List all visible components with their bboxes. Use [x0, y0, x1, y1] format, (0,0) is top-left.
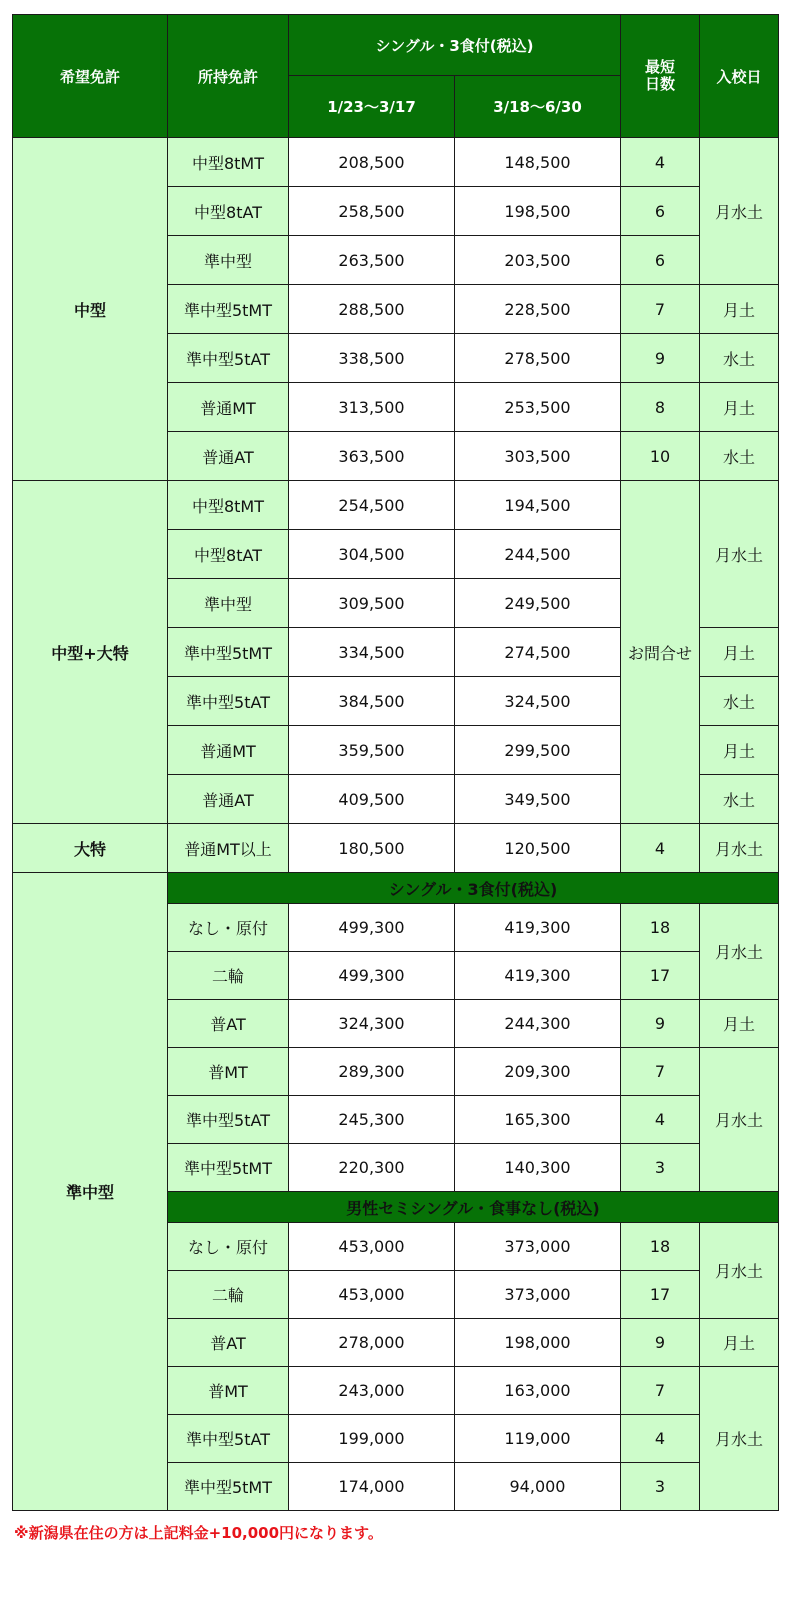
header-min-days [621, 15, 700, 138]
min-days: 18 [621, 1223, 700, 1271]
price-period-2: 253,500 [455, 383, 621, 432]
min-days: 9 [621, 334, 700, 383]
price-period-1: 359,500 [289, 726, 455, 775]
table-row [13, 138, 779, 187]
table-row [13, 481, 779, 530]
license-cell: 普通MT以上 [168, 824, 289, 873]
price-period-2: 148,500 [455, 138, 621, 187]
price-period-2: 119,000 [455, 1415, 621, 1463]
entry-days: 月水土 [700, 1223, 779, 1319]
min-days: 4 [621, 824, 700, 873]
min-days: 18 [621, 904, 700, 952]
category-chugata-daitoku: 中型+大特 [13, 481, 168, 824]
min-days: 6 [621, 187, 700, 236]
price-period-2: 163,000 [455, 1367, 621, 1415]
price-period-1: 289,300 [289, 1048, 455, 1096]
price-period-1: 409,500 [289, 775, 455, 824]
price-period-2: 209,300 [455, 1048, 621, 1096]
price-period-1: 208,500 [289, 138, 455, 187]
license-cell: 準中型5tMT [168, 1144, 289, 1192]
min-days: 9 [621, 1319, 700, 1367]
entry-days: 水土 [700, 775, 779, 824]
price-period-2: 140,300 [455, 1144, 621, 1192]
price-period-1: 313,500 [289, 383, 455, 432]
min-days: 8 [621, 383, 700, 432]
price-period-1: 453,000 [289, 1271, 455, 1319]
license-cell: 普MT [168, 1048, 289, 1096]
license-cell: 準中型5tMT [168, 1463, 289, 1511]
entry-days: 月土 [700, 1000, 779, 1048]
min-days: 3 [621, 1463, 700, 1511]
header-row [13, 15, 779, 76]
header-entry-days: 入校日 [700, 15, 779, 138]
price-period-2: 244,500 [455, 530, 621, 579]
header-period-2: 3/18～6/30 [455, 76, 621, 138]
min-days: 4 [621, 1096, 700, 1144]
license-cell: 普MT [168, 1367, 289, 1415]
price-period-1: 384,500 [289, 677, 455, 726]
header-period-1: 1/23～3/17 [289, 76, 455, 138]
price-period-1: 258,500 [289, 187, 455, 236]
license-cell: 中型8tAT [168, 187, 289, 236]
license-cell: 準中型 [168, 236, 289, 285]
license-cell: 準中型5tAT [168, 1096, 289, 1144]
price-period-2: 349,500 [455, 775, 621, 824]
price-period-2: 419,300 [455, 904, 621, 952]
price-period-1: 453,000 [289, 1223, 455, 1271]
entry-days: 月土 [700, 1319, 779, 1367]
entry-days: 月水土 [700, 1048, 779, 1192]
price-period-1: 363,500 [289, 432, 455, 481]
price-period-1: 254,500 [289, 481, 455, 530]
license-cell: 準中型5tAT [168, 334, 289, 383]
entry-days: 水土 [700, 334, 779, 383]
price-period-2: 244,300 [455, 1000, 621, 1048]
price-table [12, 14, 779, 1511]
header-min-days-line2: 日数 [644, 75, 675, 93]
license-cell: 中型8tMT [168, 138, 289, 187]
license-cell: なし・原付 [168, 904, 289, 952]
price-period-2: 249,500 [455, 579, 621, 628]
price-period-2: 303,500 [455, 432, 621, 481]
license-cell: 準中型5tAT [168, 1415, 289, 1463]
table-row [13, 824, 779, 873]
entry-days: 月水土 [700, 824, 779, 873]
price-period-2: 165,300 [455, 1096, 621, 1144]
min-days: 3 [621, 1144, 700, 1192]
entry-days: 月水土 [700, 481, 779, 628]
subheader-single-meals: シングル・3食付(税込) [168, 873, 779, 904]
price-period-2: 203,500 [455, 236, 621, 285]
min-days: 4 [621, 138, 700, 187]
price-period-2: 324,500 [455, 677, 621, 726]
price-period-2: 278,500 [455, 334, 621, 383]
price-period-1: 309,500 [289, 579, 455, 628]
price-period-2: 373,000 [455, 1223, 621, 1271]
license-cell: 普AT [168, 1319, 289, 1367]
price-period-1: 324,300 [289, 1000, 455, 1048]
category-chugata: 中型 [13, 138, 168, 481]
min-days: 7 [621, 285, 700, 334]
price-period-1: 278,000 [289, 1319, 455, 1367]
entry-days: 月土 [700, 628, 779, 677]
license-cell: 二輪 [168, 1271, 289, 1319]
min-days: 6 [621, 236, 700, 285]
entry-days: 月水土 [700, 1367, 779, 1511]
price-period-1: 180,500 [289, 824, 455, 873]
license-cell: 普通MT [168, 726, 289, 775]
header-plan: シングル・3食付(税込) [289, 15, 621, 76]
price-period-2: 120,500 [455, 824, 621, 873]
price-period-2: 373,000 [455, 1271, 621, 1319]
entry-days: 水土 [700, 432, 779, 481]
subheader-semi-single-no-meals: 男性セミシングル・食事なし(税込) [168, 1192, 779, 1223]
min-days: 9 [621, 1000, 700, 1048]
price-period-2: 194,500 [455, 481, 621, 530]
min-days: 7 [621, 1367, 700, 1415]
price-period-2: 198,000 [455, 1319, 621, 1367]
subheader-row [13, 873, 779, 904]
price-period-1: 263,500 [289, 236, 455, 285]
price-period-2: 299,500 [455, 726, 621, 775]
min-days: 17 [621, 1271, 700, 1319]
price-period-1: 334,500 [289, 628, 455, 677]
price-period-1: 243,000 [289, 1367, 455, 1415]
min-days: 7 [621, 1048, 700, 1096]
license-cell: 準中型5tMT [168, 285, 289, 334]
footnote: ※新潟県在住の方は上記料金+10,000円になります。 [14, 1524, 383, 1542]
license-cell: 準中型5tAT [168, 677, 289, 726]
price-period-1: 220,300 [289, 1144, 455, 1192]
price-period-2: 94,000 [455, 1463, 621, 1511]
entry-days: 月土 [700, 383, 779, 432]
entry-days: 月水土 [700, 138, 779, 285]
category-junchugata: 準中型 [13, 873, 168, 1511]
price-period-1: 338,500 [289, 334, 455, 383]
price-period-1: 499,300 [289, 904, 455, 952]
price-period-1: 245,300 [289, 1096, 455, 1144]
license-cell: 普通AT [168, 775, 289, 824]
license-cell: 準中型5tMT [168, 628, 289, 677]
min-days: 17 [621, 952, 700, 1000]
entry-days: 月土 [700, 285, 779, 334]
price-period-2: 274,500 [455, 628, 621, 677]
price-period-1: 288,500 [289, 285, 455, 334]
license-cell: 中型8tMT [168, 481, 289, 530]
min-days: 10 [621, 432, 700, 481]
price-period-2: 198,500 [455, 187, 621, 236]
min-days-inquiry: お問合せ [621, 481, 700, 824]
price-period-2: 228,500 [455, 285, 621, 334]
min-days: 4 [621, 1415, 700, 1463]
price-period-2: 419,300 [455, 952, 621, 1000]
category-daitoku: 大特 [13, 824, 168, 873]
price-period-1: 499,300 [289, 952, 455, 1000]
header-current-license: 所持免許 [168, 15, 289, 138]
entry-days: 月土 [700, 726, 779, 775]
header-desired-license: 希望免許 [13, 15, 168, 138]
entry-days: 水土 [700, 677, 779, 726]
price-period-1: 304,500 [289, 530, 455, 579]
license-cell: 普AT [168, 1000, 289, 1048]
header-min-days-line1: 最短 [644, 58, 675, 76]
license-cell: 普通AT [168, 432, 289, 481]
price-period-1: 174,000 [289, 1463, 455, 1511]
license-cell: 普通MT [168, 383, 289, 432]
entry-days: 月水土 [700, 904, 779, 1000]
license-cell: 準中型 [168, 579, 289, 628]
license-cell: 中型8tAT [168, 530, 289, 579]
price-period-1: 199,000 [289, 1415, 455, 1463]
license-cell: 二輪 [168, 952, 289, 1000]
license-cell: なし・原付 [168, 1223, 289, 1271]
